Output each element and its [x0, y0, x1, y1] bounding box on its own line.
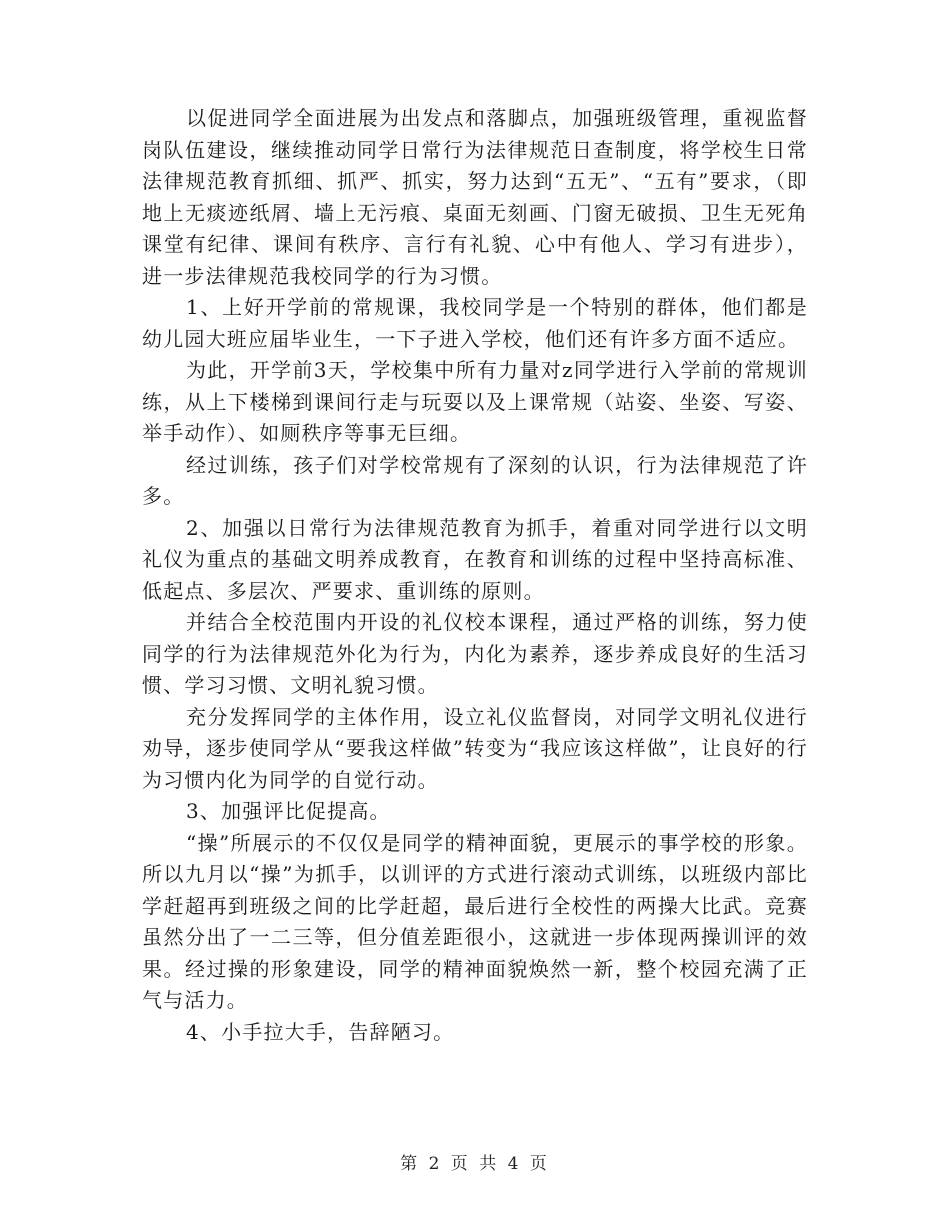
paragraph: 以促进同学全面进展为出发点和落脚点，加强班级管理，重视监督岗队伍建设，继续推动同学日常行为法律规范日查制度，将学校生日常法律规范教育抓细、抓严、抓实，努力达到“五无”、“五有”要求，（即地上无痰迹纸屑、墙上无污痕、桌面无刻画、门窗无破损、卫生无死角课堂有纪律、课间有秩序、言行有礼貌、心中有他人、学习有进步），进一步法律规范我校同学的行为习惯。: [142, 106, 808, 288]
paragraph: 为此，开学前3天，学校集中所有力量对z同学进行入学前的常规训练，从上下楼梯到课间行走与玩耍以及上课常规（站姿、坐姿、写姿、举手动作）、如厕秩序等事无巨细。: [142, 358, 808, 445]
paragraph: 并结合全校范围内开设的礼仪校本课程，通过严格的训练，努力使同学的行为法律规范外化为行为，内化为素养，逐步养成良好的生活习惯、学习习惯、文明礼貌习惯。: [142, 610, 808, 697]
paragraph: 1、上好开学前的常规课，我校同学是一个特别的群体，他们都是幼儿园大班应届毕业生，一下子进入学校，他们还有许多方面不适应。: [142, 295, 808, 351]
page-number-footer: 第 2 页 共 4 页: [400, 1154, 550, 1174]
paragraph: “操”所展示的不仅仅是同学的精神面貌，更展示的事学校的形象。所以九月以“操”为抓手，以训评的方式进行滚动式训练，以班级内部比学赶超再到班级之间的比学赶超，最后进行全校性的两操大比武。竞赛虽然分出了一二三等，但分值差距很小，这就进一步体现两操训评的效果。经过操的形象建设，同学的精神面貌焕然一新，整个校园充满了正气与活力。: [142, 830, 808, 1012]
paragraph: 2、加强以日常行为法律规范教育为抓手，着重对同学进行以文明礼仪为重点的基础文明养成教育，在教育和训练的过程中坚持高标准、低起点、多层次、严要求、重训练的原则。: [142, 515, 808, 603]
paragraph: 3、加强评比促提高。: [186, 799, 391, 823]
document-body: [142, 103, 808, 1048]
paragraph: 4、小手拉大手，告辞陋习。: [186, 1019, 455, 1044]
paragraph: 经过训练，孩子们对学校常规有了深刻的认识，行为法律规范了许多。: [142, 452, 808, 508]
paragraph: 充分发挥同学的主体作用，设立礼仪监督岗，对同学文明礼仪进行劝导，逐步使同学从“要我这样做”转变为“我应该这样做”，让良好的行为习惯内化为同学的自觉行动。: [142, 704, 808, 792]
